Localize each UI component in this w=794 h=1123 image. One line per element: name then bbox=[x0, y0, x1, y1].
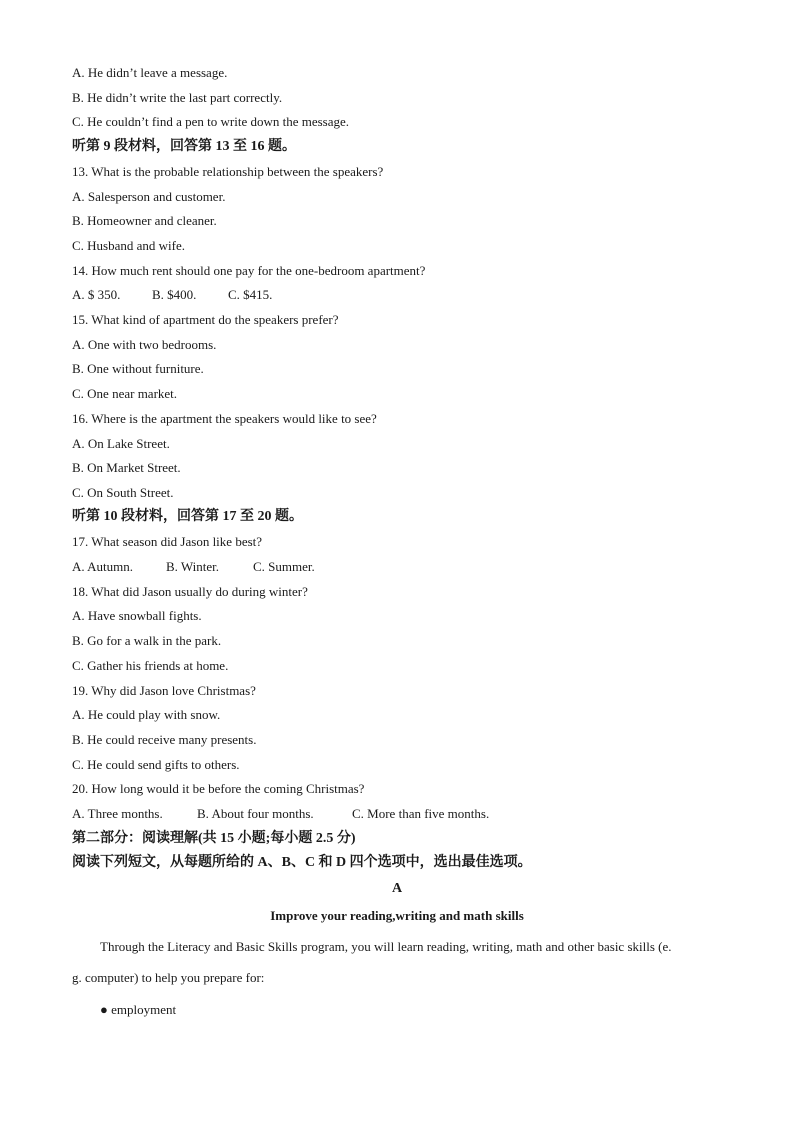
q13-option-a: A. Salesperson and customer. bbox=[72, 189, 226, 204]
q15-option-c: C. One near market. bbox=[72, 386, 178, 401]
q18-option-b: B. Go for a walk in the park. bbox=[72, 633, 222, 648]
q19-option-c: C. He could send gifts to others. bbox=[72, 757, 240, 772]
section9-heading: 听第 9 段材料，回答第 13 至 16 题。 bbox=[72, 139, 296, 154]
q14-options bbox=[72, 287, 272, 303]
q19-option-b: B. He could receive many presents. bbox=[72, 732, 257, 747]
part2-heading: 第二部分：阅读理解(共 15 小题;每小题 2.5 分) bbox=[72, 831, 356, 846]
q20-option-a: A. Three months. bbox=[72, 806, 163, 821]
q17-options bbox=[72, 559, 315, 575]
q14-option-b: B. $400. bbox=[152, 287, 197, 302]
q15-option-b: B. One without furniture. bbox=[72, 361, 204, 376]
q16-option-b: B. On Market Street. bbox=[72, 460, 181, 475]
q17-stem: 17. What season did Jason like best? bbox=[72, 534, 263, 549]
q17-option-c: C. Summer. bbox=[253, 559, 315, 574]
section10-heading: 听第 10 段材料，回答第 17 至 20 题。 bbox=[72, 509, 303, 524]
q19-stem: 19. Why did Jason love Christmas? bbox=[72, 683, 256, 698]
q19-option-a: A. He could play with snow. bbox=[72, 707, 221, 722]
q20-stem: 20. How long would it be before the coming Christmas? bbox=[72, 781, 365, 796]
passage-title: Improve your reading,writing and math skills bbox=[270, 908, 524, 923]
passage-paragraph-line2: g. computer) to help you prepare for: bbox=[72, 970, 265, 985]
q13-stem: 13. What is the probable relationship between the speakers? bbox=[72, 164, 384, 179]
q20-option-b: B. About four months. bbox=[197, 806, 314, 821]
q18-stem: 18. What did Jason usually do during winter? bbox=[72, 584, 308, 599]
q18-option-c: C. Gather his friends at home. bbox=[72, 658, 229, 673]
q15-stem: 15. What kind of apartment do the speakers prefer? bbox=[72, 312, 339, 327]
q14-option-c: C. $415. bbox=[228, 287, 273, 302]
q12-option-c: C. He couldn’t find a pen to write down the message. bbox=[72, 114, 350, 129]
q17-option-b: B. Winter. bbox=[166, 559, 220, 574]
q13-option-b: B. Homeowner and cleaner. bbox=[72, 213, 217, 228]
q17-option-a: A. Autumn. bbox=[72, 559, 134, 574]
q16-stem: 16. Where is the apartment the speakers would like to see? bbox=[72, 411, 377, 426]
q12-option-b: B. He didn’t write the last part correctly. bbox=[72, 90, 283, 105]
bullet-employment: ● employment bbox=[100, 1002, 177, 1017]
q16-option-a: A. On Lake Street. bbox=[72, 436, 170, 451]
q20-option-c: C. More than five months. bbox=[352, 806, 490, 821]
q12-option-a: A. He didn’t leave a message. bbox=[72, 65, 228, 80]
q14-stem: 14. How much rent should one pay for the one-bedroom apartment? bbox=[72, 263, 426, 278]
q13-option-c: C. Husband and wife. bbox=[72, 238, 186, 253]
q14-option-a: A. $ 350. bbox=[72, 287, 121, 302]
q15-option-a: A. One with two bedrooms. bbox=[72, 337, 217, 352]
q20-options bbox=[72, 806, 489, 822]
passage-letter: A bbox=[391, 881, 403, 896]
part2-instruction: 阅读下列短文，从每题所给的 A、B、C 和 D 四个选项中，选出最佳选项。 bbox=[72, 855, 532, 870]
q18-option-a: A. Have snowball fights. bbox=[72, 608, 202, 623]
q16-option-c: C. On South Street. bbox=[72, 485, 174, 500]
passage-paragraph-line1: Through the Literacy and Basic Skills program, you will learn reading, writing, math and other basic skills (e. bbox=[100, 939, 672, 954]
